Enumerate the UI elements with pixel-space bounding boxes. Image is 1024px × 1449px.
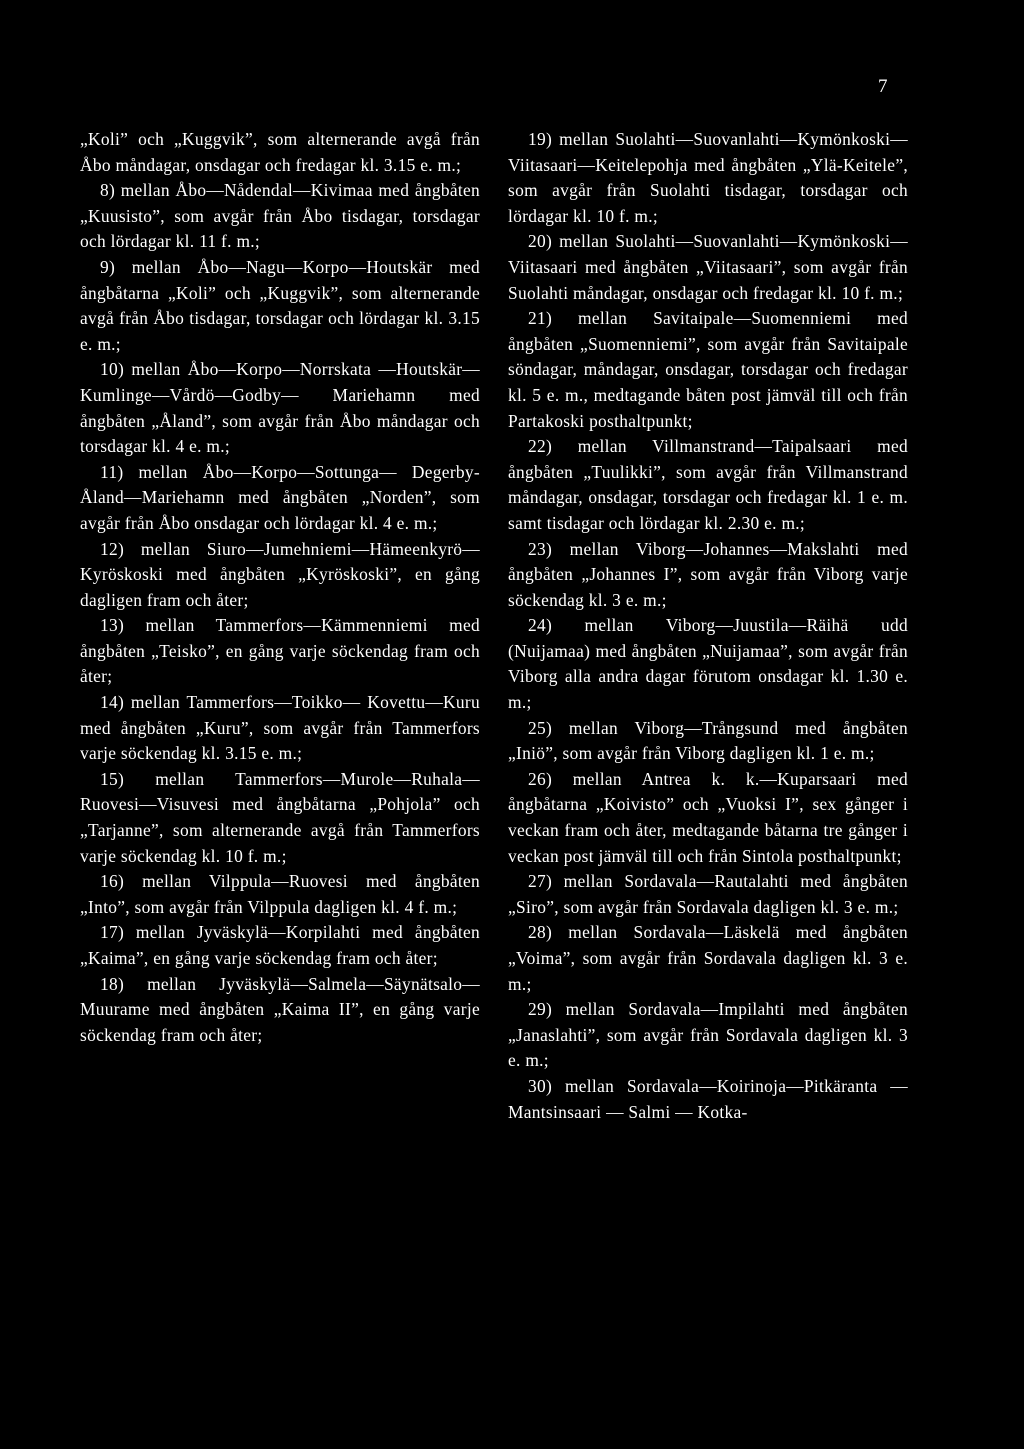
paragraph: 30) mellan Sordavala—Koirinoja—Pitkäranta — Mantsinsaari — Salmi — Kotka- <box>508 1075 908 1122</box>
paragraph: 29) mellan Sordavala—Impilahti med ångbåten „Janaslahti”, som avgår från Sordavala dagligen kl. 3 e. m.; <box>508 999 908 1071</box>
paragraph: „Koli” och „Kuggvik”, som alternerande avgå från Åbo måndagar, onsdagar och fredagar kl. 3.15 e. m.; <box>80 129 480 175</box>
paragraph: 10) mellan Åbo—Korpo—Norrskata —Houtskär—Kumlinge—Vårdö—Godby— Mariehamn med ångbåten „Åland”, som avgår från Åbo måndagar och torsdagar kl. 4 e. m.; <box>80 359 480 457</box>
paragraph: 9) mellan Åbo—Nagu—Korpo—Houtskär med ångbåtarna „Koli” och „Kuggvik”, som alternerande avgå från Åbo tisdagar, torsdagar och lördagar kl. 3.15 e. m.; <box>80 256 480 354</box>
paragraph: 26) mellan Antrea k. k.—Kuparsaari med ångbåtarna „Koivisto” och „Vuoksi I”, sex gånger i veckan fram och åter, medtagande båtarna tre gånger i veckan post jämväl till och från Sintola posthaltpunkt; <box>508 768 908 866</box>
right-column <box>508 127 908 1125</box>
paragraph: 27) mellan Sordavala—Rautalahti med ångbåten „Siro”, som avgår från Sordavala dagligen kl. 3 e. m.; <box>508 871 908 917</box>
paragraph: 16) mellan Vilppula—Ruovesi med ångbåten „Into”, som avgår från Vilppula dagligen kl. 4 f. m.; <box>80 871 480 917</box>
paragraph: 14) mellan Tammerfors—Toikko— Kovettu—Kuru med ångbåten „Kuru”, som avgår från Tammerfors varje söckendag kl. 3.15 e. m.; <box>80 692 480 764</box>
paragraph: 23) mellan Viborg—Johannes—Makslahti med ångbåten „Johannes I”, som avgår från Viborg varje söckendag kl. 3 e. m.; <box>508 538 908 610</box>
page-number: 7 <box>878 76 888 97</box>
paragraph: 15) mellan Tammerfors—Murole—Ruhala—Ruovesi—Visuvesi med ångbåtarna „Pohjola” och „Tarjanne”, som alternerande avgå från Tammerfors varje söckendag kl. 10 f. m.; <box>80 768 480 866</box>
paragraph: 13) mellan Tammerfors—Kämmenniemi med ångbåten „Teisko”, en gång varje söckendag fram och åter; <box>80 615 480 687</box>
left-column <box>80 127 480 1048</box>
paragraph: 11) mellan Åbo—Korpo—Sottunga— Degerby-Åland—Mariehamn med ångbåten „Norden”, som avgår från Åbo onsdagar och lördagar kl. 4 e. m.; <box>80 461 480 533</box>
paragraph: 21) mellan Savitaipale—Suomenniemi med ångbåten „Suomenniemi”, som avgår från Savitaipale söndagar, måndagar, onsdagar, torsdagar och fredagar kl. 5 e. m., medtagande båten post jämväl till och från Partakoski posthaltpunkt; <box>508 308 908 431</box>
paragraph: 25) mellan Viborg—Trångsund med ångbåten „Iniö”, som avgår från Viborg dagligen kl. 1 e. m.; <box>508 717 908 764</box>
paragraph: 20) mellan Suolahti—Suovanlahti—Kymönkoski—Viitasaari med ångbåten „Viitasaari”, som avgår från Suolahti måndagar, onsdagar och fredagar kl. 10 f. m.; <box>508 231 908 303</box>
paragraph: 17) mellan Jyväskylä—Korpilahti med ångbåten „Kaima”, en gång varje söckendag fram och åter; <box>80 922 480 968</box>
paragraph: 18) mellan Jyväskylä—Salmela—Säynätsalo—Muurame med ångbåten „Kaima II”, en gång varje söckendag fram och åter; <box>80 973 480 1045</box>
paragraph: 12) mellan Siuro—Jumehniemi—Hämeenkyrö—Kyröskoski med ångbåten „Kyröskoski”, en gång dagligen fram och åter; <box>80 538 480 610</box>
paragraph: 28) mellan Sordavala—Läskelä med ångbåten „Voima”, som avgår från Sordavala dagligen kl. 3 e. m.; <box>508 922 908 994</box>
paragraph: 8) mellan Åbo—Nådendal—Kivimaa med ångbåten „Kuusisto”, som avgår från Åbo tisdagar, torsdagar och lördagar kl. 11 f. m.; <box>80 180 480 252</box>
paragraph: 22) mellan Villmanstrand—Taipalsaari med ångbåten „Tuulikki”, som avgår från Villmanstrand måndagar, onsdagar, torsdagar och fredagar kl. 1 e. m. samt tisdagar och lördagar kl. 2.30 e. m.; <box>508 436 908 533</box>
paragraph: 24) mellan Viborg—Juustila—Räihä udd (Nuijamaa) med ångbåten „Nuijamaa”, som avgår från Viborg alla andra dagar förutom onsdagar kl. 1.30 e. m.; <box>508 615 908 713</box>
paragraph: 19) mellan Suolahti—Suovanlahti—Kymönkoski—Viitasaari—Keitelepohja med ångbåten „Ylä-Keitele”, som avgår från Suolahti tisdagar, torsdagar och lördagar kl. 10 f. m.; <box>508 129 908 226</box>
